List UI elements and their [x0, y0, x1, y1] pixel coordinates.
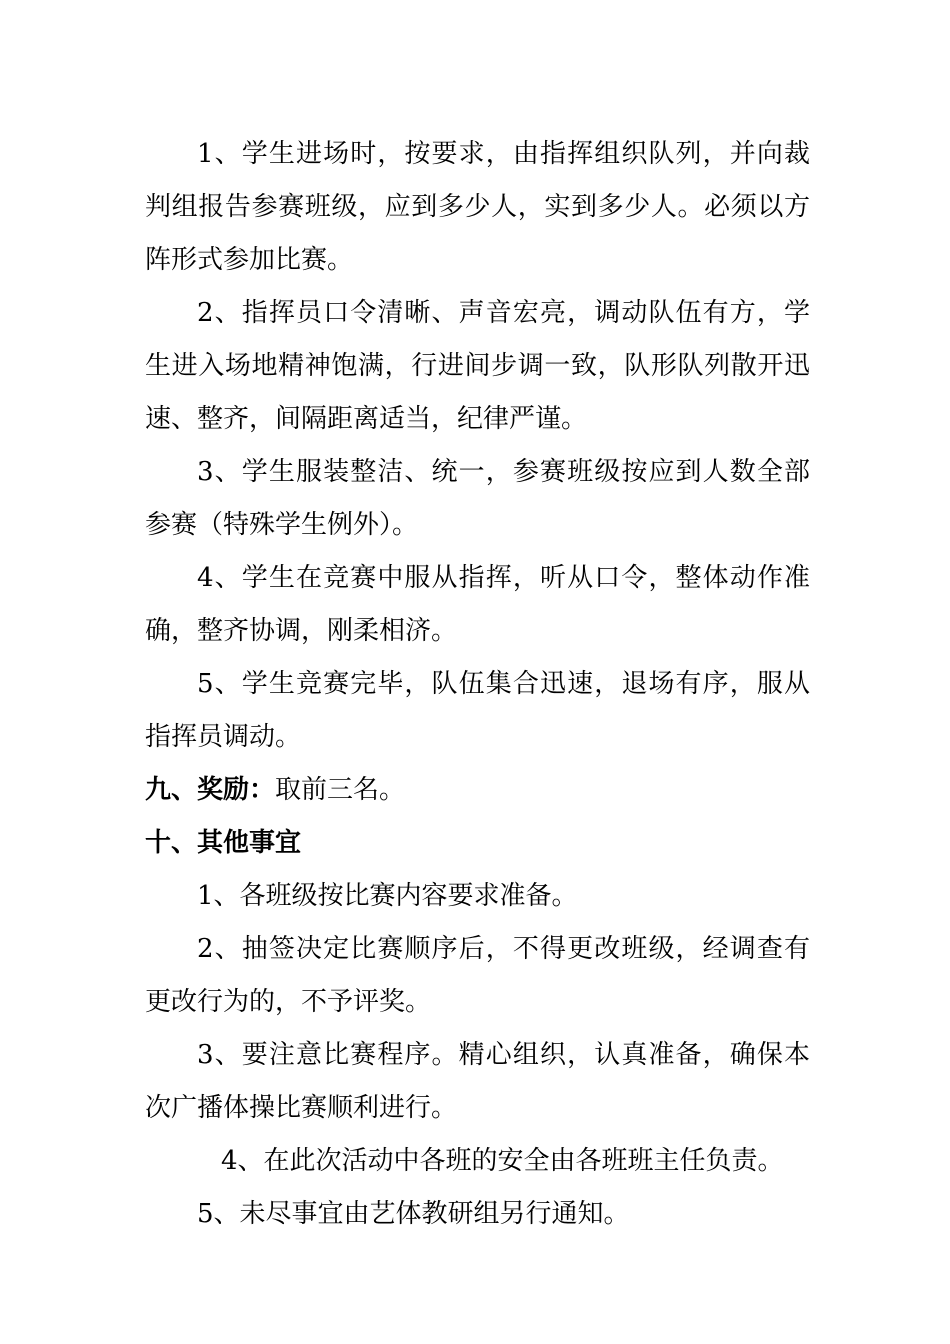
- section-heading-awards: [145, 764, 810, 817]
- section-heading-other: [145, 817, 810, 870]
- other-title: 十、其他事宜: [145, 828, 302, 858]
- document-body: [145, 128, 810, 1241]
- other-item-1: 1、各班级按比赛内容要求准备。: [197, 881, 578, 911]
- other-item-4: 4、在此次活动中各班的安全由各班班主任负责。: [221, 1146, 784, 1176]
- rule-item-5: 5、学生竞赛完毕，队伍集合迅速，退场有序，服从指挥员调动。: [145, 669, 810, 752]
- rule-item-2: 2、指挥员口令清晰、声音宏亮，调动队伍有方，学生进入场地精神饱满，行进间步调一致，队形队列散开迅速、整齐，间隔距离适当，纪律严谨。: [145, 298, 810, 434]
- rule-item-3: 3、学生服装整洁、统一，参赛班级按应到人数全部参赛（特殊学生例外）。: [145, 457, 810, 540]
- awards-title: 九、奖励：: [145, 775, 276, 805]
- rule-item-4: 4、学生在竞赛中服从指挥，听从口令，整体动作准确，整齐协调，刚柔相济。: [145, 563, 810, 646]
- rule-item-1: 1、学生进场时，按要求，由指挥组织队列，并向裁判组报告参赛班级，应到多少人，实到多少人。必须以方阵形式参加比赛。: [145, 139, 810, 275]
- other-item-2: 2、抽签决定比赛顺序后，不得更改班级，经调查有更改行为的，不予评奖。: [145, 934, 810, 1017]
- awards-text: 取前三名。: [275, 775, 406, 805]
- other-item-3: 3、要注意比赛程序。精心组织，认真准备，确保本次广播体操比赛顺利进行。: [145, 1040, 810, 1123]
- other-item-5: 5、未尽事宜由艺体教研组另行通知。: [197, 1199, 630, 1229]
